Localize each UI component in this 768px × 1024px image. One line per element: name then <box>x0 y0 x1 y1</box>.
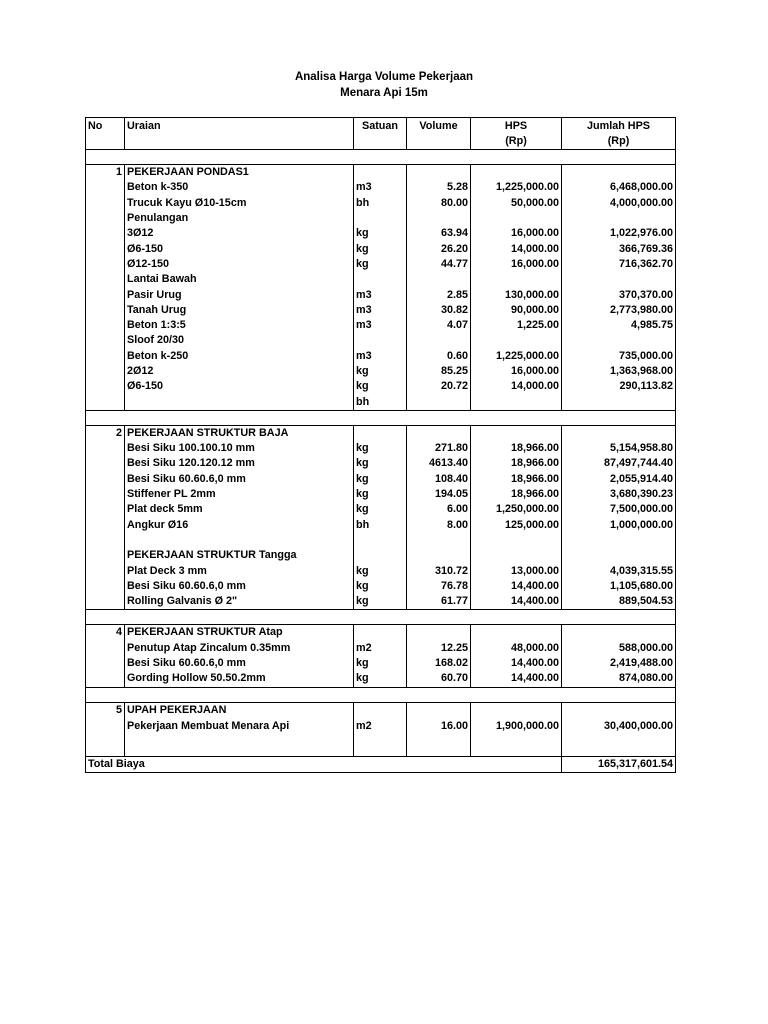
cell-hps: 18,966.00 <box>471 472 562 487</box>
table-row <box>86 364 676 379</box>
cell-satuan: kg <box>354 456 407 471</box>
table-row <box>86 441 676 456</box>
separator-row <box>86 150 676 165</box>
cell-hps <box>471 272 562 287</box>
cell-volume: 310.72 <box>407 563 471 578</box>
table-row <box>86 641 676 656</box>
cell-no <box>86 472 125 487</box>
cell-volume: 4.07 <box>407 318 471 333</box>
cell-satuan <box>354 625 407 641</box>
cell-no <box>86 641 125 656</box>
cell-jumlah: 366,769.36 <box>562 241 676 256</box>
cell-jumlah: 1,022,976.00 <box>562 226 676 241</box>
cell-uraian: PEKERJAAN STRUKTUR Atap <box>125 625 354 641</box>
table-row <box>86 579 676 594</box>
cell-uraian: Sloof 20/30 <box>125 333 354 348</box>
table-row <box>86 211 676 226</box>
total-row <box>86 756 676 772</box>
cell-jumlah: 889,504.53 <box>562 594 676 610</box>
cell-uraian: Besi Siku 120.120.12 mm <box>125 456 354 471</box>
table-row <box>86 518 676 533</box>
cell-hps <box>471 702 562 718</box>
cell-satuan: kg <box>354 502 407 517</box>
cell-no <box>86 533 125 548</box>
cell-volume: 5.28 <box>407 180 471 195</box>
cell-uraian: Pekerjaan Membuat Menara Api <box>125 718 354 757</box>
cell-satuan: kg <box>354 594 407 610</box>
cell-volume <box>407 533 471 548</box>
cell-satuan: kg <box>354 671 407 687</box>
separator-cell <box>86 610 676 625</box>
cell-volume: 271.80 <box>407 441 471 456</box>
cell-jumlah: 370,370.00 <box>562 287 676 302</box>
cell-volume: 168.02 <box>407 656 471 671</box>
separator-row <box>86 410 676 425</box>
cell-jumlah <box>562 625 676 641</box>
cell-hps: 16,000.00 <box>471 226 562 241</box>
cell-uraian <box>125 394 354 410</box>
table-row <box>86 702 676 718</box>
cell-volume: 26.20 <box>407 241 471 256</box>
table-row <box>86 656 676 671</box>
cell-hps <box>471 625 562 641</box>
cell-uraian: Ø12-150 <box>125 257 354 272</box>
table-row <box>86 425 676 441</box>
cell-no <box>86 272 125 287</box>
cell-uraian: 3Ø12 <box>125 226 354 241</box>
table-row <box>86 379 676 394</box>
cell-jumlah: 4,000,000.00 <box>562 196 676 211</box>
header-jumlah <box>562 118 676 150</box>
table-row <box>86 456 676 471</box>
total-value: 165,317,601.54 <box>562 756 676 772</box>
cell-volume: 6.00 <box>407 502 471 517</box>
cell-volume: 80.00 <box>407 196 471 211</box>
cell-volume: 60.70 <box>407 671 471 687</box>
table-row <box>86 257 676 272</box>
cell-satuan <box>354 702 407 718</box>
cell-no <box>86 318 125 333</box>
cell-jumlah <box>562 165 676 181</box>
cell-volume <box>407 211 471 226</box>
cell-uraian: PEKERJAAN STRUKTUR Tangga <box>125 548 354 563</box>
table-row <box>86 563 676 578</box>
cell-satuan <box>354 272 407 287</box>
cell-no: 5 <box>86 702 125 718</box>
cell-uraian: PEKERJAAN PONDAS1 <box>125 165 354 181</box>
cell-uraian: Beton 1:3:5 <box>125 318 354 333</box>
cell-no <box>86 563 125 578</box>
table-row <box>86 594 676 610</box>
cell-no <box>86 211 125 226</box>
cell-jumlah: 2,055,914.40 <box>562 472 676 487</box>
cell-satuan: bh <box>354 196 407 211</box>
cell-jumlah: 874,080.00 <box>562 671 676 687</box>
cell-uraian: Besi Siku 60.60.6,0 mm <box>125 656 354 671</box>
separator-cell <box>86 687 676 702</box>
cell-jumlah <box>562 702 676 718</box>
cell-no <box>86 226 125 241</box>
table-row <box>86 718 676 757</box>
cell-jumlah: 588,000.00 <box>562 641 676 656</box>
cell-volume: 61.77 <box>407 594 471 610</box>
cell-volume <box>407 548 471 563</box>
cell-satuan <box>354 333 407 348</box>
cell-jumlah: 7,500,000.00 <box>562 502 676 517</box>
header-hps-label: HPS <box>504 120 528 132</box>
cell-hps: 14,000.00 <box>471 379 562 394</box>
cell-no <box>86 487 125 502</box>
table-row <box>86 196 676 211</box>
cell-uraian: Rolling Galvanis Ø 2" <box>125 594 354 610</box>
cell-volume: 0.60 <box>407 349 471 364</box>
cell-jumlah: 4,985.75 <box>562 318 676 333</box>
cell-no <box>86 364 125 379</box>
cell-volume <box>407 625 471 641</box>
header-row <box>86 118 676 150</box>
cell-uraian: Trucuk Kayu Ø10-15cm <box>125 196 354 211</box>
cell-uraian: Ø6-150 <box>125 241 354 256</box>
cell-uraian: Gording Hollow 50.50.2mm <box>125 671 354 687</box>
cell-no <box>86 518 125 533</box>
cost-table <box>85 117 676 773</box>
page-title: Analisa Harga Volume Pekerjaan <box>294 71 474 83</box>
cell-uraian: Penulangan <box>125 211 354 226</box>
cell-satuan <box>354 165 407 181</box>
cell-jumlah: 716,362.70 <box>562 257 676 272</box>
table-row <box>86 487 676 502</box>
table-row <box>86 303 676 318</box>
header-satuan: Satuan <box>354 118 407 150</box>
cell-jumlah: 1,000,000.00 <box>562 518 676 533</box>
cell-no <box>86 241 125 256</box>
cell-satuan: kg <box>354 257 407 272</box>
cell-volume <box>407 272 471 287</box>
cell-jumlah <box>562 394 676 410</box>
cell-no: 1 <box>86 165 125 181</box>
table-row <box>86 226 676 241</box>
cell-hps: 1,250,000.00 <box>471 502 562 517</box>
cell-satuan: kg <box>354 472 407 487</box>
cell-satuan: m2 <box>354 718 407 757</box>
cell-jumlah <box>562 533 676 548</box>
cell-satuan: m3 <box>354 287 407 302</box>
cell-volume: 8.00 <box>407 518 471 533</box>
cell-hps <box>471 394 562 410</box>
header-hps <box>471 118 562 150</box>
cell-jumlah: 1,363,968.00 <box>562 364 676 379</box>
cell-hps: 1,900,000.00 <box>471 718 562 757</box>
cell-volume: 12.25 <box>407 641 471 656</box>
cell-volume <box>407 702 471 718</box>
cell-no <box>86 594 125 610</box>
cell-hps: 1,225,000.00 <box>471 180 562 195</box>
cell-no <box>86 180 125 195</box>
cell-volume: 63.94 <box>407 226 471 241</box>
total-label: Total Biaya <box>86 756 562 772</box>
cell-no <box>86 333 125 348</box>
cell-hps: 14,400.00 <box>471 656 562 671</box>
cell-satuan: kg <box>354 226 407 241</box>
cell-volume: 85.25 <box>407 364 471 379</box>
cell-hps: 125,000.00 <box>471 518 562 533</box>
cell-uraian: Plat Deck 3 mm <box>125 563 354 578</box>
separator-cell <box>86 150 676 165</box>
cell-hps: 50,000.00 <box>471 196 562 211</box>
header-jumlah-unit: (Rp) <box>607 135 630 147</box>
table-row <box>86 349 676 364</box>
cell-uraian: Plat deck 5mm <box>125 502 354 517</box>
cell-satuan: kg <box>354 487 407 502</box>
table-row <box>86 671 676 687</box>
header-no: No <box>86 118 125 150</box>
cell-no <box>86 257 125 272</box>
cell-uraian: Besi Siku 60.60.6,0 mm <box>125 579 354 594</box>
cell-jumlah: 735,000.00 <box>562 349 676 364</box>
cell-satuan <box>354 211 407 226</box>
cell-uraian: Angkur Ø16 <box>125 518 354 533</box>
cell-hps <box>471 548 562 563</box>
cell-hps: 130,000.00 <box>471 287 562 302</box>
cell-jumlah: 30,400,000.00 <box>562 718 676 757</box>
cell-jumlah <box>562 425 676 441</box>
cell-no <box>86 394 125 410</box>
cell-no <box>86 456 125 471</box>
table-row <box>86 625 676 641</box>
cell-hps <box>471 211 562 226</box>
cell-satuan: kg <box>354 241 407 256</box>
header-hps-unit: (Rp) <box>505 135 527 147</box>
cell-hps <box>471 425 562 441</box>
cell-satuan: kg <box>354 379 407 394</box>
header-volume: Volume <box>407 118 471 150</box>
cell-hps: 1,225.00 <box>471 318 562 333</box>
cell-uraian: Ø6-150 <box>125 379 354 394</box>
cell-satuan <box>354 425 407 441</box>
cell-jumlah: 1,105,680.00 <box>562 579 676 594</box>
cell-volume: 30.82 <box>407 303 471 318</box>
cell-volume: 76.78 <box>407 579 471 594</box>
cell-hps: 16,000.00 <box>471 257 562 272</box>
cell-hps: 18,966.00 <box>471 487 562 502</box>
cell-uraian: Beton k-250 <box>125 349 354 364</box>
cell-volume <box>407 333 471 348</box>
cell-no: 2 <box>86 425 125 441</box>
separator-row <box>86 687 676 702</box>
table-row <box>86 287 676 302</box>
cell-hps: 48,000.00 <box>471 641 562 656</box>
table-row <box>86 533 676 548</box>
cell-volume: 2.85 <box>407 287 471 302</box>
cell-no <box>86 441 125 456</box>
cell-jumlah: 4,039,315.55 <box>562 563 676 578</box>
cell-uraian: PEKERJAAN STRUKTUR BAJA <box>125 425 354 441</box>
cell-satuan: kg <box>354 364 407 379</box>
cell-jumlah <box>562 548 676 563</box>
cell-no <box>86 718 125 757</box>
header-uraian: Uraian <box>125 118 354 150</box>
cell-jumlah: 2,773,980.00 <box>562 303 676 318</box>
cell-volume: 194.05 <box>407 487 471 502</box>
cell-volume: 108.40 <box>407 472 471 487</box>
cell-no <box>86 287 125 302</box>
cell-satuan: m2 <box>354 641 407 656</box>
cell-satuan: m3 <box>354 349 407 364</box>
cell-satuan: kg <box>354 656 407 671</box>
table-row <box>86 272 676 287</box>
table-row <box>86 548 676 563</box>
cell-hps <box>471 533 562 548</box>
cell-volume: 16.00 <box>407 718 471 757</box>
cell-jumlah <box>562 272 676 287</box>
table-row <box>86 333 676 348</box>
separator-cell <box>86 410 676 425</box>
page-subtitle: Menara Api 15m <box>340 87 428 99</box>
cell-satuan <box>354 548 407 563</box>
cell-satuan: kg <box>354 563 407 578</box>
cell-no <box>86 196 125 211</box>
cell-no <box>86 502 125 517</box>
cell-uraian <box>125 533 354 548</box>
cell-no <box>86 671 125 687</box>
cell-jumlah <box>562 333 676 348</box>
header-jumlah-label: Jumlah HPS <box>587 120 650 132</box>
cell-satuan: m3 <box>354 303 407 318</box>
cell-volume: 20.72 <box>407 379 471 394</box>
cell-satuan: m3 <box>354 180 407 195</box>
table-row <box>86 180 676 195</box>
cell-jumlah <box>562 211 676 226</box>
cell-hps: 14,400.00 <box>471 594 562 610</box>
cell-hps: 18,966.00 <box>471 456 562 471</box>
table-row <box>86 394 676 410</box>
cell-hps <box>471 333 562 348</box>
cell-volume <box>407 394 471 410</box>
cell-no <box>86 548 125 563</box>
cell-hps: 14,400.00 <box>471 579 562 594</box>
cell-no <box>86 656 125 671</box>
separator-row <box>86 610 676 625</box>
cell-volume <box>407 165 471 181</box>
cell-satuan: kg <box>354 579 407 594</box>
cell-uraian: Besi Siku 60.60.6,0 mm <box>125 472 354 487</box>
cell-jumlah: 5,154,958.80 <box>562 441 676 456</box>
cell-uraian: Lantai Bawah <box>125 272 354 287</box>
cell-satuan: kg <box>354 441 407 456</box>
cell-uraian: Beton k-350 <box>125 180 354 195</box>
cell-no <box>86 579 125 594</box>
cell-satuan: bh <box>354 518 407 533</box>
cell-hps: 1,225,000.00 <box>471 349 562 364</box>
cell-uraian: UPAH PEKERJAAN <box>125 702 354 718</box>
cell-volume: 4613.40 <box>407 456 471 471</box>
cell-no: 4 <box>86 625 125 641</box>
cell-hps: 14,400.00 <box>471 671 562 687</box>
table-row <box>86 472 676 487</box>
cell-satuan: m3 <box>354 318 407 333</box>
cell-satuan <box>354 533 407 548</box>
table-row <box>86 502 676 517</box>
cell-jumlah: 2,419,488.00 <box>562 656 676 671</box>
cell-volume: 44.77 <box>407 257 471 272</box>
cell-jumlah: 3,680,390.23 <box>562 487 676 502</box>
cell-hps <box>471 165 562 181</box>
cell-uraian: Stiffener PL 2mm <box>125 487 354 502</box>
cell-hps: 90,000.00 <box>471 303 562 318</box>
cell-uraian: 2Ø12 <box>125 364 354 379</box>
cell-uraian: Pasir Urug <box>125 287 354 302</box>
cell-uraian: Tanah Urug <box>125 303 354 318</box>
cell-uraian: Penutup Atap Zincalum 0.35mm <box>125 641 354 656</box>
cost-table-body <box>86 118 676 773</box>
cell-hps: 14,000.00 <box>471 241 562 256</box>
cell-uraian: Besi Siku 100.100.10 mm <box>125 441 354 456</box>
cell-jumlah: 87,497,744.40 <box>562 456 676 471</box>
cell-hps: 13,000.00 <box>471 563 562 578</box>
table-row <box>86 241 676 256</box>
cell-jumlah: 290,113.82 <box>562 379 676 394</box>
cell-satuan: bh <box>354 394 407 410</box>
table-row <box>86 318 676 333</box>
cell-no <box>86 303 125 318</box>
cell-hps: 16,000.00 <box>471 364 562 379</box>
cell-hps: 18,966.00 <box>471 441 562 456</box>
cell-no <box>86 379 125 394</box>
table-row <box>86 165 676 181</box>
cell-volume <box>407 425 471 441</box>
cell-no <box>86 349 125 364</box>
cell-jumlah: 6,468,000.00 <box>562 180 676 195</box>
